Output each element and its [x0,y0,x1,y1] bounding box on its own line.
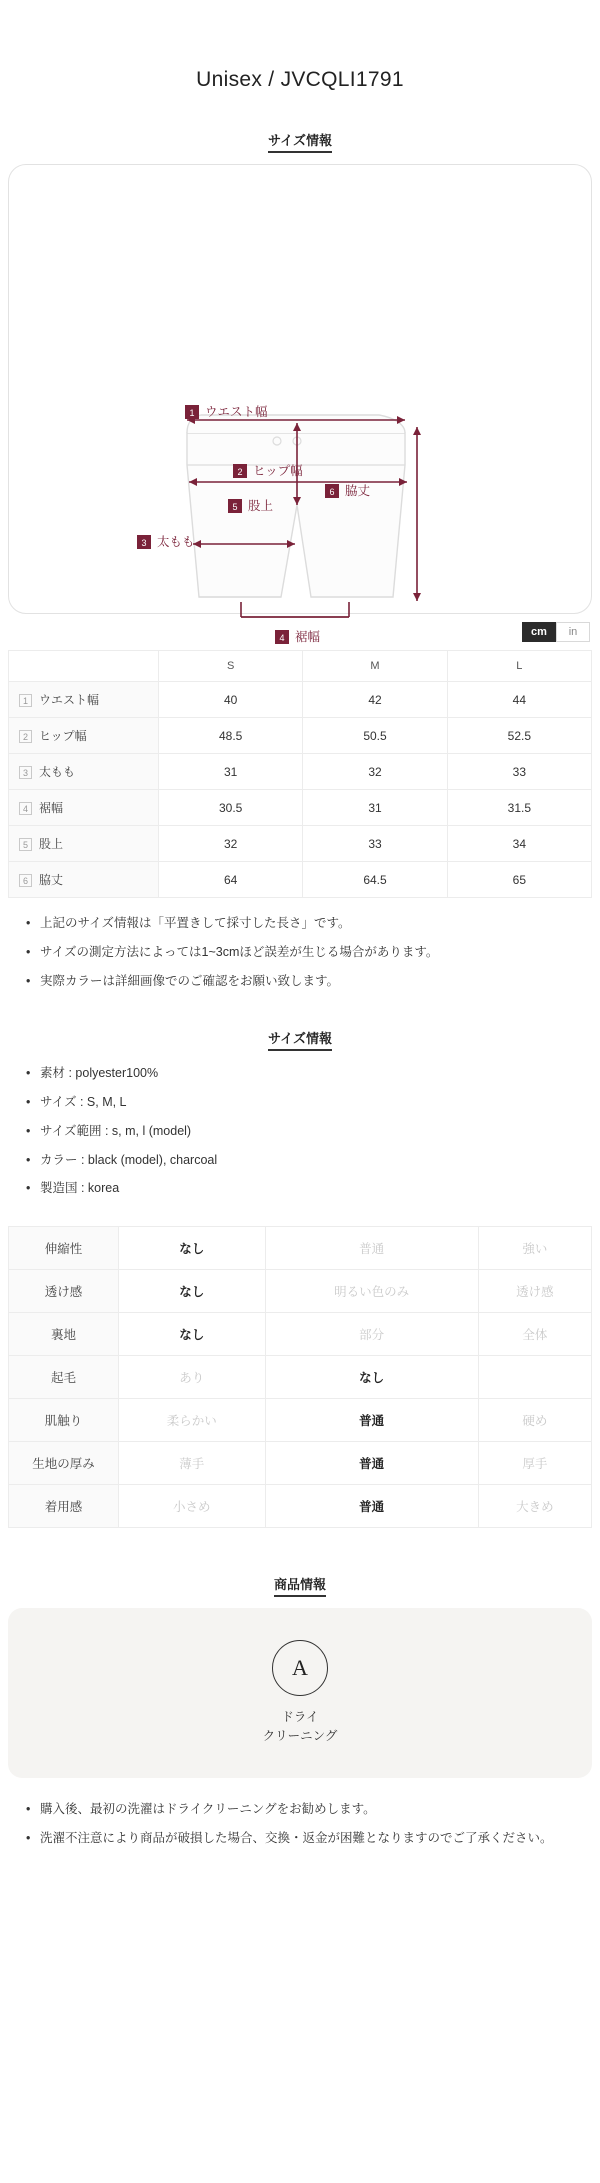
cell-s: 32 [159,826,303,862]
table-row [9,1313,592,1356]
table-row [9,1399,592,1442]
row-number-badge: 5 [19,838,32,851]
feel-row-label: 着用感 [9,1485,119,1528]
size-info-heading-text: サイズ情報 [268,133,332,153]
feel-option: 小さめ [119,1485,266,1528]
row-label-text: 脇丈 [39,873,64,887]
svg-text:ウエスト幅: ウエスト幅 [205,405,268,419]
svg-text:6: 6 [329,487,335,497]
page-title: Unisex / JVCQLI1791 [196,68,404,91]
feel-row-label: 伸縮性 [9,1227,119,1270]
feel-row-label: 透け感 [9,1270,119,1313]
col-head-m: M [303,651,447,682]
row-label-text: 太もも [39,765,76,779]
row-number-badge: 6 [19,874,32,887]
row-label-cell [9,682,159,718]
feel-option: あり [119,1356,266,1399]
list-item: • 実際カラーは詳細画像でのご確認をお願い致します。 [40,972,580,991]
care-notes-list [0,1800,600,1848]
unit-cm-button[interactable]: cm [522,622,556,642]
feel-option: なし [119,1270,266,1313]
measure-label-3 [137,534,195,549]
table-row [9,682,592,718]
svg-text:太もも: 太もも [157,535,195,549]
svg-text:股上: 股上 [248,499,274,513]
svg-text:脇丈: 脇丈 [345,484,371,498]
feel-option: なし [119,1313,266,1356]
table-row [9,718,592,754]
row-label-cell [9,862,159,898]
list-item: • サイズ : S, M, L [40,1093,580,1112]
col-head-s: S [159,651,303,682]
list-item: • 素材 : polyester100% [40,1064,580,1083]
list-item: • 製造国 : korea [40,1179,580,1198]
feel-row-label: 生地の厚み [9,1442,119,1485]
table-row [9,826,592,862]
row-label-cell [9,826,159,862]
cell-s: 64 [159,862,303,898]
feel-option [478,1356,591,1399]
table-row [9,1270,592,1313]
row-label-cell [9,790,159,826]
cell-s: 48.5 [159,718,303,754]
feel-row-label: 裏地 [9,1313,119,1356]
col-head-blank [9,651,159,682]
list-item: • 洗濯不注意により商品が破損した場合、交換・返金が困難となりますのでご了承ください。 [40,1829,580,1848]
feel-option: 全体 [478,1313,591,1356]
product-info-heading [0,1574,600,1594]
cell-l: 31.5 [447,790,591,826]
table-row [9,1356,592,1399]
measure-label-6 [325,483,371,498]
row-label-text: ヒップ幅 [39,729,87,743]
cell-m: 42 [303,682,447,718]
list-item: • 購入後、最初の洗濯はドライクリーニングをお勧めします。 [40,1800,580,1819]
garment-outline [187,415,405,597]
size-notes-list [0,914,600,990]
table-row [9,1485,592,1528]
table-row [9,1442,592,1485]
feel-row-label: 肌触り [9,1399,119,1442]
cell-l: 34 [447,826,591,862]
measure-label-5 [228,498,273,513]
svg-text:5: 5 [232,502,238,512]
list-item: • サイズ範囲 : s, m, l (model) [40,1122,580,1141]
feel-option: 大きめ [478,1485,591,1528]
spec-notes-list [0,1064,600,1198]
cell-s: 31 [159,754,303,790]
feel-option: 透け感 [478,1270,591,1313]
row-label-cell [9,718,159,754]
feel-option: 硬め [478,1399,591,1442]
size-table [8,650,592,898]
svg-text:4: 4 [279,633,285,643]
feel-option: 部分 [265,1313,478,1356]
table-row [9,862,592,898]
feel-row-label: 起毛 [9,1356,119,1399]
row-label-text: 裾幅 [39,801,64,815]
cell-m: 32 [303,754,447,790]
cell-m: 33 [303,826,447,862]
dry-clean-icon: A [272,1640,328,1696]
cell-l: 44 [447,682,591,718]
cell-s: 40 [159,682,303,718]
table-row [9,1227,592,1270]
spec-heading-text: サイズ情報 [268,1031,332,1051]
feel-option: 普通 [265,1442,478,1485]
cell-m: 64.5 [303,862,447,898]
cell-s: 30.5 [159,790,303,826]
list-item: • サイズの測定方法によっては1~3cmほど誤差が生じる場合があります。 [40,943,580,962]
svg-text:3: 3 [141,538,147,548]
row-number-badge: 1 [19,694,32,707]
feel-option: 普通 [265,1399,478,1442]
list-item: • 上記のサイズ情報は「平置きして採寸した長さ」です。 [40,914,580,933]
svg-text:ヒップ幅: ヒップ幅 [253,464,303,478]
row-label-text: 股上 [39,837,64,851]
table-row [9,790,592,826]
col-head-l: L [447,651,591,682]
feel-option: 普通 [265,1227,478,1270]
unit-in-button[interactable]: in [556,622,590,642]
spec-heading [0,1028,600,1048]
care-label-line2: クリーニング [262,1729,338,1743]
feel-option: 柔らかい [119,1399,266,1442]
row-label-cell [9,754,159,790]
feel-option: 強い [478,1227,591,1270]
table-header-row [9,651,592,682]
feel-option: なし [265,1356,478,1399]
row-number-badge: 4 [19,802,32,815]
care-label [263,1708,338,1746]
feel-option: 明るい色のみ [265,1270,478,1313]
feel-option: 普通 [265,1485,478,1528]
measure-label-2 [233,463,303,478]
feel-table [8,1226,592,1528]
cell-l: 65 [447,862,591,898]
measure-label-1 [185,404,268,419]
cell-l: 33 [447,754,591,790]
care-label-line1: ドライ [281,1710,319,1725]
svg-text:2: 2 [237,467,243,477]
table-row [9,754,592,790]
cell-l: 52.5 [447,718,591,754]
measure-label-4 [275,629,321,644]
feel-option: 薄手 [119,1442,266,1485]
feel-option: なし [119,1227,266,1270]
feel-option: 厚手 [478,1442,591,1485]
svg-text:裾幅: 裾幅 [295,630,321,644]
row-number-badge: 2 [19,730,32,743]
product-info-heading-text: 商品情報 [274,1577,326,1597]
row-number-badge: 3 [19,766,32,779]
svg-text:1: 1 [189,408,195,418]
row-label-text: ウエスト幅 [39,693,100,707]
size-info-heading [0,130,600,150]
cell-m: 31 [303,790,447,826]
cell-m: 50.5 [303,718,447,754]
care-instruction-box [8,1608,592,1778]
list-item: • カラー : black (model), charcoal [40,1151,580,1170]
